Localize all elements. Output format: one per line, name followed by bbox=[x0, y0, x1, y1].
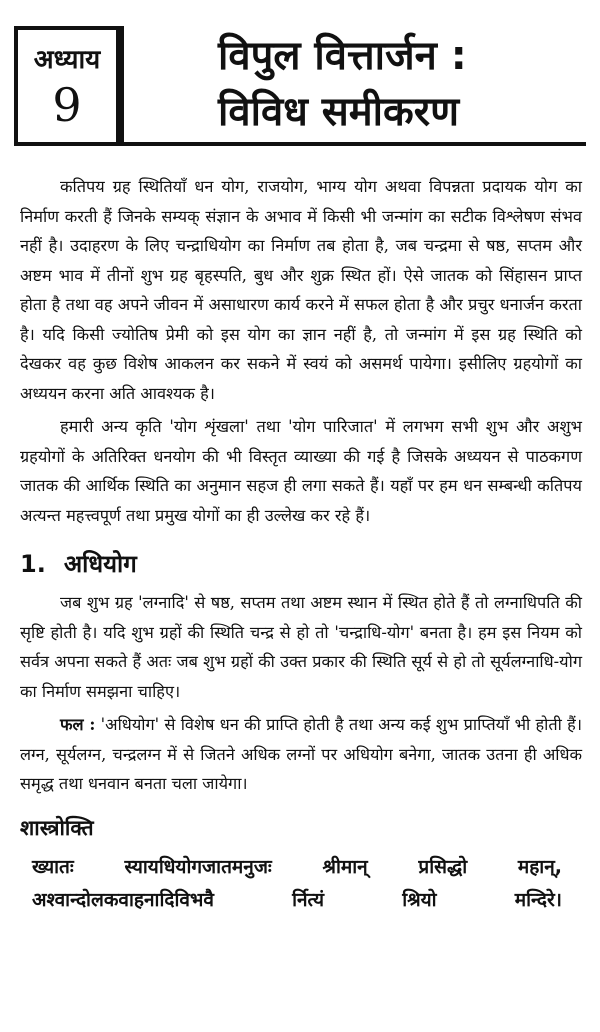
result-label: फल : bbox=[60, 715, 96, 734]
section-title: अधियोग bbox=[63, 550, 137, 578]
chapter-title-line-2: विविध समीकरण bbox=[218, 89, 460, 135]
verse-line-2: अश्वान्दोलकवाहनादिविभवै र्नित्यं श्रियो मन्दिरे। bbox=[32, 888, 562, 911]
chapter-header bbox=[14, 26, 586, 154]
intro-paragraph-1: कतिपय ग्रह स्थितियाँ धन योग, राजयोग, भाग्य योग अथवा विपन्नता प्रदायक योग का निर्माण करती हैं जिनके सम्यक् संज्ञान के अभाव में किसी भी जन्मांग का सटीक विश्लेषण संभव नहीं है। उदाहरण के लिए चन्द्राधियोग का निर्माण तब होता है, जब चन्द्रमा से षष्ठ, सप्तम और अष्टम भाव में तीनों शुभ ग्रह बृहस्पति, बुध और शुक्र स्थित हों। ऐसे जातक को सिंहासन प्राप्त होता है तथा वह अपने जीवन में असाधारण कार्य करने में सफल होता है और प्रचुर धनार्जन करता है। यदि किसी ज्योतिष प्रेमी को इस योग का ज्ञान नहीं है, तो जन्मांग में इस ग्रह स्थिति को देखकर वह कुछ विशेष आकलन कर सकने में स्वयं को असमर्थ पायेगा। इसीलिए ग्रहयोगों का अध्ययन करना अति आवश्यक है। bbox=[20, 177, 582, 403]
chapter-number-box bbox=[14, 26, 124, 146]
verse-line-1: ख्यातः स्यायधियोगजातमनुजः श्रीमान् प्रसिद्धो महान्, bbox=[32, 855, 562, 878]
chapter-title bbox=[218, 28, 467, 140]
section-number: 1. bbox=[20, 550, 46, 578]
chapter-label: अध्याय bbox=[33, 45, 101, 75]
section-paragraph: जब शुभ ग्रह 'लग्नादि' से षष्ठ, सप्तम तथा अष्टम स्थान में स्थित होते हैं तो लग्नाधिपति की सृष्टि होती है। यदि शुभ ग्रहों की स्थिति चन्द्र से हो तो 'चन्द्राधि-योग' बनता है। हम इस नियम को सर्वत्र अपना सकते हैं अतः जब शुभ ग्रहों की उक्त प्रकार की स्थिति सूर्य से हो तो सूर्यलग्नाधि-योग का निर्माण समझना चाहिए। bbox=[20, 593, 582, 701]
section-heading bbox=[20, 548, 582, 580]
result-text: 'अधियोग' से विशेष धन की प्राप्ति होती है तथा अन्य कई शुभ प्राप्तियाँ भी होती हैं। लग्न, सूर्यलग्न, चन्द्रलग्न में से जितने अधिक लग्नों पर अधियोग बनेगा, जातक उतना ही अधिक समृद्ध तथा धनवान बनता चला जायेगा। bbox=[20, 715, 582, 793]
chapter-title-line-1: विपुल वित्तार्जन : bbox=[218, 33, 467, 79]
result-paragraph bbox=[20, 710, 582, 799]
header-underline bbox=[124, 142, 586, 146]
chapter-number: 9 bbox=[52, 78, 82, 132]
intro-paragraph-2: हमारी अन्य कृति 'योग शृंखला' तथा 'योग पारिजात' में लगभग सभी शुभ और अशुभ ग्रहयोगों के अतिरिक्त धनयोग की भी विस्तृत व्याख्या की गई है जिसके अध्ययन से पाठकगण जातक की आर्थिक स्थिति का अनुमान सहज ही लगा सकते हैं। यहाँ पर हम धन सम्बन्धी कतिपय अत्यन्त महत्त्वपूर्ण तथा प्रमुख योगों का ही उल्लेख कर रहे हैं। bbox=[20, 417, 582, 525]
page-body bbox=[20, 172, 582, 917]
shastrokti-heading: शास्त्रोक्ति bbox=[20, 815, 94, 840]
